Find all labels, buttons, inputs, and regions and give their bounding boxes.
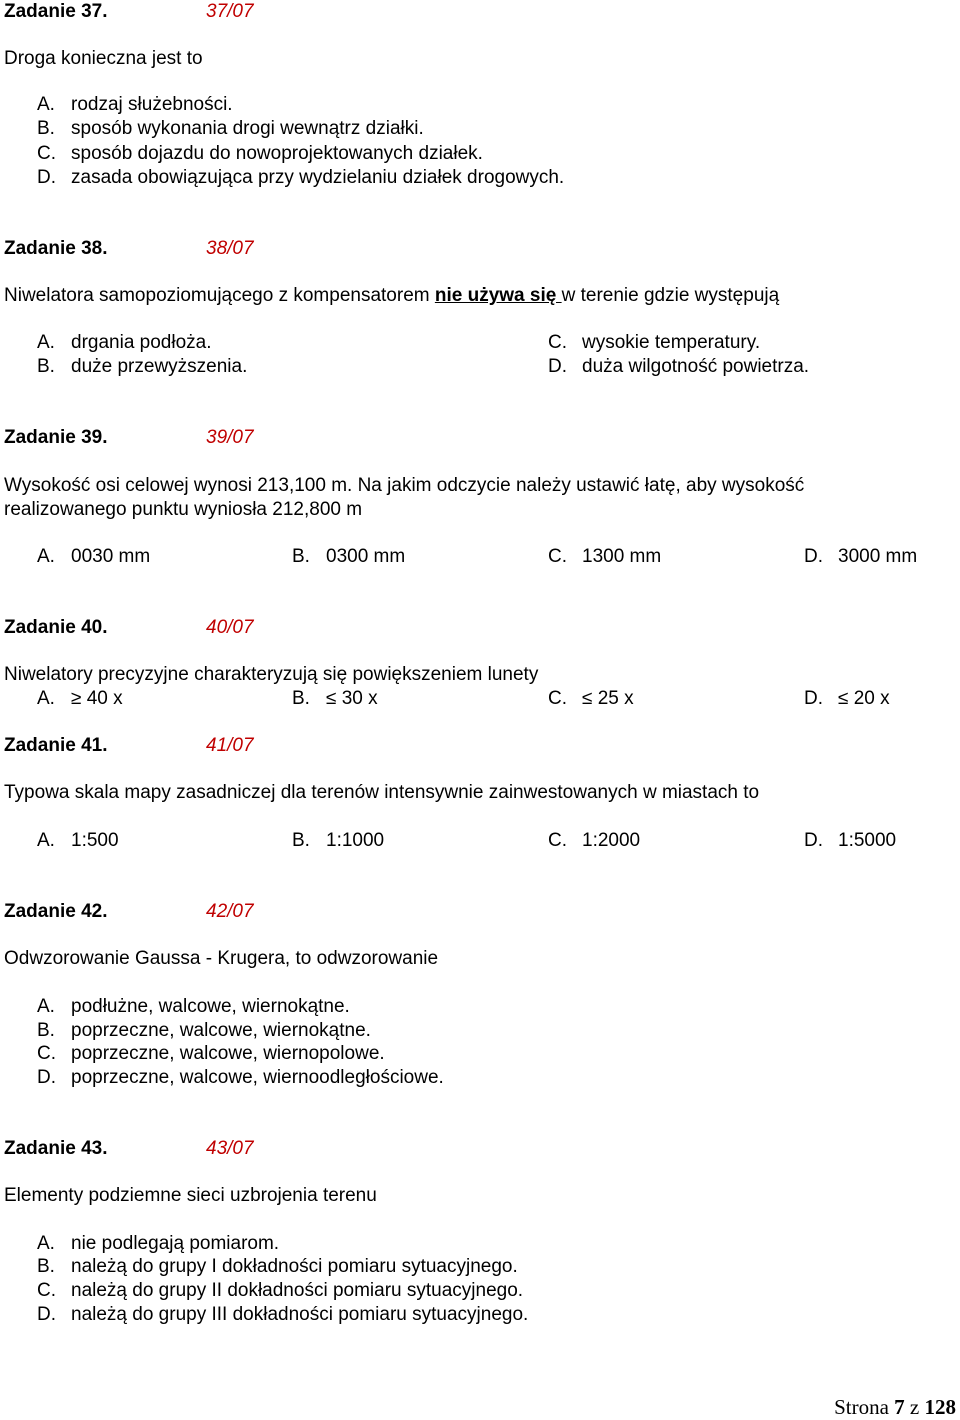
- task-38-code: 38/07: [206, 238, 254, 259]
- task-42-code: 42/07: [206, 901, 254, 922]
- option-letter: B.: [37, 118, 55, 139]
- option-letter: A.: [37, 546, 55, 567]
- footer-prefix: Strona: [834, 1395, 889, 1419]
- task-37-option-d: [37, 166, 564, 190]
- option-text: duże przewyższenia.: [71, 356, 248, 377]
- task-39-option-b: [292, 545, 405, 569]
- option-letter: D.: [804, 546, 823, 567]
- task-42-option-c: [37, 1042, 385, 1066]
- option-letter: A.: [37, 1233, 55, 1254]
- option-letter: B.: [37, 1020, 55, 1041]
- task-42-option-a: [37, 995, 350, 1019]
- task-39-question-line1: Wysokość osi celowej wynosi 213,100 m. Na jakim odczycie należy ustawić łatę, aby wysokość: [4, 475, 805, 496]
- option-text: poprzeczne, walcowe, wiernopolowe.: [71, 1043, 385, 1064]
- task-40-option-a: [37, 687, 123, 711]
- option-text: 1:5000: [838, 830, 897, 851]
- option-text: podłużne, walcowe, wiernokątne.: [71, 996, 350, 1017]
- task-39-title: Zadanie 39.: [4, 427, 108, 448]
- task-38-option-c: [548, 331, 760, 355]
- task-41-title: Zadanie 41.: [4, 735, 108, 756]
- option-text: 0030 mm: [71, 546, 151, 567]
- option-letter: C.: [37, 143, 56, 164]
- option-text: wysokie temperatury.: [582, 332, 761, 353]
- option-letter: C.: [548, 830, 567, 851]
- option-text: poprzeczne, walcowe, wiernokątne.: [71, 1020, 371, 1041]
- option-letter: D.: [37, 1067, 56, 1088]
- task-37-option-b: [37, 117, 424, 141]
- question-text: w terenie gdzie występują: [561, 285, 780, 306]
- task-41-option-b: [292, 829, 384, 853]
- option-letter: A.: [37, 94, 55, 115]
- option-letter: D.: [804, 688, 823, 709]
- task-43-option-d: [37, 1303, 528, 1327]
- option-letter: A.: [37, 830, 55, 851]
- question-text: Niwelatora samopoziomującego z kompensatorem: [4, 285, 435, 306]
- task-41-code: 41/07: [206, 735, 254, 756]
- task-40-option-c: [548, 687, 634, 711]
- option-letter: A.: [37, 332, 55, 353]
- task-43-option-a: [37, 1232, 279, 1256]
- task-38-option-d: [548, 355, 809, 379]
- option-letter: B.: [292, 830, 310, 851]
- task-37-title: Zadanie 37.: [4, 1, 108, 22]
- option-text: należą do grupy II dokładności pomiaru sytuacyjnego.: [71, 1280, 524, 1301]
- task-40-title: Zadanie 40.: [4, 617, 108, 638]
- option-letter: D.: [37, 1304, 56, 1325]
- option-letter: B.: [37, 356, 55, 377]
- option-letter: C.: [37, 1280, 56, 1301]
- task-41-option-a: [37, 829, 119, 853]
- task-40-option-b: [292, 687, 378, 711]
- task-40-option-d: [804, 687, 890, 711]
- task-37-option-a: [37, 93, 233, 117]
- option-text: ≤ 25 x: [582, 688, 634, 709]
- task-39-option-a: [37, 545, 150, 569]
- task-42-question: Odwzorowanie Gaussa - Krugera, to odwzorowanie: [4, 948, 439, 969]
- task-37-code: 37/07: [206, 1, 254, 22]
- task-39-question-line2: realizowanego punktu wyniosła 212,800 m: [4, 499, 363, 520]
- option-text: rodzaj służebności.: [71, 94, 233, 115]
- option-text: zasada obowiązująca przy wydzielaniu działek drogowych.: [71, 167, 565, 188]
- footer-separator: z: [909, 1395, 920, 1419]
- option-letter: C.: [548, 688, 567, 709]
- option-text: 0300 mm: [326, 546, 406, 567]
- question-emphasis: nie używa się: [434, 285, 562, 306]
- option-text: drgania podłoża.: [71, 332, 212, 353]
- option-text: 3000 mm: [838, 546, 918, 567]
- option-letter: C.: [37, 1043, 56, 1064]
- task-38-question: [4, 284, 779, 308]
- option-letter: B.: [292, 546, 310, 567]
- option-text: należą do grupy I dokładności pomiaru sytuacyjnego.: [71, 1256, 518, 1277]
- option-text: poprzeczne, walcowe, wiernoodległościowe.: [71, 1067, 444, 1088]
- page-total: 128: [924, 1395, 956, 1419]
- task-43-option-b: [37, 1255, 518, 1279]
- task-42-option-d: [37, 1066, 444, 1090]
- task-40-question: Niwelatory precyzyjne charakteryzują się powiększeniem lunety: [4, 664, 539, 685]
- option-letter: B.: [292, 688, 310, 709]
- option-letter: B.: [37, 1256, 55, 1277]
- option-text: sposób dojazdu do nowoprojektowanych działek.: [71, 143, 483, 164]
- option-text: ≤ 20 x: [838, 688, 890, 709]
- task-43-question: Elementy podziemne sieci uzbrojenia terenu: [4, 1185, 377, 1206]
- task-39-option-c: [548, 545, 661, 569]
- task-40-code: 40/07: [206, 617, 254, 638]
- page-footer: [834, 1394, 956, 1420]
- option-text: należą do grupy III dokładności pomiaru sytuacyjnego.: [71, 1304, 529, 1325]
- option-text: 1:2000: [582, 830, 641, 851]
- task-43-code: 43/07: [206, 1138, 254, 1159]
- task-37-option-c: [37, 142, 483, 166]
- option-letter: A.: [37, 996, 55, 1017]
- task-39-option-d: [804, 545, 917, 569]
- task-41-option-d: [804, 829, 896, 853]
- task-41-question: Typowa skala mapy zasadniczej dla terenów intensywnie zainwestowanych w miastach to: [4, 782, 760, 803]
- option-letter: D.: [804, 830, 823, 851]
- task-39-code: 39/07: [206, 427, 254, 448]
- option-text: duża wilgotność powietrza.: [582, 356, 810, 377]
- task-38-option-b: [37, 355, 247, 379]
- option-text: 1:1000: [326, 830, 385, 851]
- option-letter: C.: [548, 546, 567, 567]
- task-43-title: Zadanie 43.: [4, 1138, 108, 1159]
- option-text: ≥ 40 x: [71, 688, 123, 709]
- task-37-question: Droga konieczna jest to: [4, 48, 203, 69]
- option-text: sposób wykonania drogi wewnątrz działki.: [71, 118, 424, 139]
- task-43-option-c: [37, 1279, 523, 1303]
- option-letter: A.: [37, 688, 55, 709]
- option-text: nie podlegają pomiarom.: [71, 1233, 280, 1254]
- task-42-option-b: [37, 1019, 371, 1043]
- option-letter: D.: [37, 167, 56, 188]
- task-41-option-c: [548, 829, 640, 853]
- task-38-option-a: [37, 331, 212, 355]
- option-letter: C.: [548, 332, 567, 353]
- option-text: 1:500: [71, 830, 119, 851]
- task-42-title: Zadanie 42.: [4, 901, 108, 922]
- option-text: ≤ 30 x: [326, 688, 378, 709]
- option-letter: D.: [548, 356, 567, 377]
- option-text: 1300 mm: [582, 546, 662, 567]
- task-38-title: Zadanie 38.: [4, 238, 108, 259]
- page-number: 7: [894, 1395, 905, 1419]
